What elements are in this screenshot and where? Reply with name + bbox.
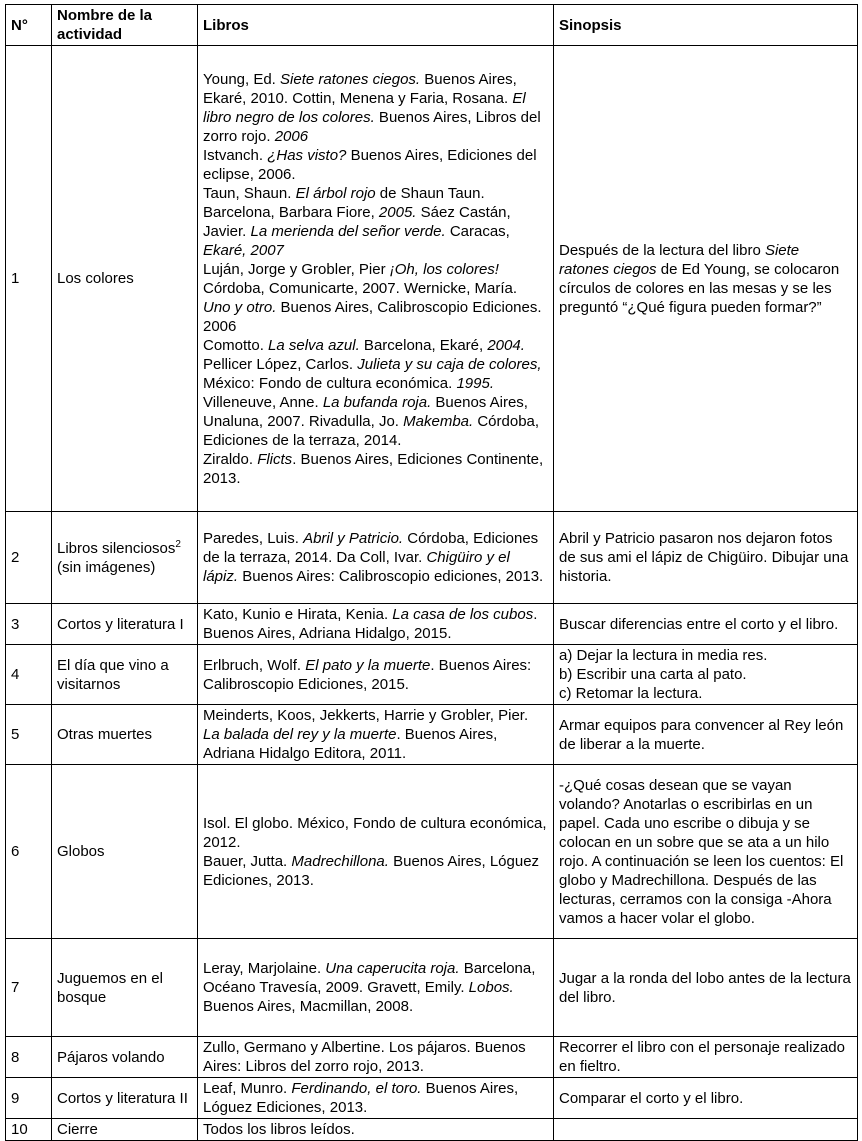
header-num: N° (6, 5, 52, 46)
text-run: a) Dejar la lectura in media res. (559, 647, 768, 664)
book-line (203, 374, 548, 450)
book-title: La merienda del señor verde. (250, 222, 446, 240)
book-title: Siete ratones ciegos (559, 241, 800, 278)
table-row (6, 645, 858, 705)
text-run: Después de la lectura del libro (559, 241, 765, 259)
row-number: 4 (6, 645, 52, 705)
text-run: de Shaun Taun. Barcelona, Barbara Fiore, (203, 184, 485, 221)
table-body (6, 46, 858, 1141)
text-run: Buenos Aires, Libros del zorro rojo. (203, 108, 541, 145)
text-run: Zullo, Germano y Albertine. Los pájaros. Buenos Aires: Libros del zorro rojo, 2013. (203, 1039, 526, 1075)
text-run: Todos los libros leídos. (203, 1121, 355, 1138)
header-synopsis: Sinopsis (554, 5, 858, 46)
text-run: Pellicer López, Carlos. (203, 355, 358, 373)
text-run: . Buenos Aires, Adriana Hidalgo, 2015. (203, 606, 538, 642)
text-run: Leaf, Munro. (203, 1080, 292, 1097)
book-title: La bufanda roja. (322, 393, 432, 411)
book-title: Madrechillona. (291, 852, 389, 870)
book-line (203, 959, 548, 1016)
text-run: . Buenos Aires: Calibroscopio Ediciones, 2015. (203, 656, 532, 693)
text-run: Ziraldo. (203, 450, 258, 468)
synopsis-cell (554, 1037, 858, 1078)
book-title: Ekaré, 2007 (203, 241, 284, 259)
book-line (203, 605, 548, 643)
book-title: Abril y Patricio. (303, 530, 404, 547)
synopsis-line (559, 241, 852, 317)
row-number: 9 (6, 1078, 52, 1119)
row-number: 3 (6, 604, 52, 645)
book-line (203, 529, 548, 586)
text-run: Córdoba, Ediciones de la terraza, 2014. (203, 412, 540, 449)
text-run: de Ed Young, se colocaron círculos de colores en las mesas y se les preguntó “¿Qué figura pueden formar?” (559, 260, 840, 316)
book-line (203, 814, 548, 852)
row-number: 10 (6, 1119, 52, 1141)
books-cell (198, 1078, 554, 1119)
book-line (203, 656, 548, 694)
table-row (6, 765, 858, 939)
text-run: Buenos Aires, Lóguez Ediciones, 2013. (203, 852, 540, 889)
book-title: El pato y la muerte (305, 656, 431, 674)
book-title: La balada del rey y la muerte (203, 726, 397, 743)
activity-name (52, 645, 198, 705)
books-cell (198, 1119, 554, 1141)
text-run: -¿Qué cosas desean que se vayan volando? Anotarlas o escribirlas en un papel. Cada uno escribe o dibuja y se colocan en un sobre que se ata a un hilo rojo. A continuación se leen los cuentos: El globo y Madrechillona. Después de las lecturas, cerramos con la consiga -Ahora vamos a hacer volar el globo. (559, 776, 844, 927)
activity-name (52, 705, 198, 765)
books-cell (198, 939, 554, 1037)
book-title: El árbol rojo (295, 184, 376, 202)
text-run: Córdoba, Comunicarte, 2007. Wernicke, María. (203, 279, 518, 297)
book-title: La selva azul. (268, 336, 360, 354)
text-run: Recorrer el libro con el personaje realizado en fieltro. (559, 1039, 845, 1075)
synopsis-cell (554, 46, 858, 512)
activity-label: Los colores (57, 270, 134, 287)
activity-label-suffix: (sin imágenes) (57, 558, 156, 576)
header-activity: Nombre de la actividad (52, 5, 198, 46)
activity-name (52, 1078, 198, 1119)
table-row (6, 46, 858, 512)
book-line (203, 1079, 548, 1117)
book-line (203, 146, 548, 184)
activity-label: Otras muertes (57, 726, 153, 743)
footnote-marker: 2 (175, 538, 181, 550)
text-run: Meinderts, Koos, Jekkerts, Harrie y Grobler, Pier. (203, 707, 529, 724)
book-title: Makemba. (403, 412, 474, 430)
text-run: Kato, Kunio e Hirata, Kenia. (203, 606, 393, 623)
activity-name (52, 939, 198, 1037)
text-run: Leray, Marjolaine. (203, 960, 326, 977)
text-run: Young, Ed. (203, 70, 281, 88)
text-run: Comotto. (203, 336, 269, 354)
book-title: Una caperucita roja. (325, 960, 460, 977)
synopsis-cell (554, 1078, 858, 1119)
book-title: El libro negro de los colores. (203, 89, 526, 126)
synopsis-cell (554, 705, 858, 765)
activity-label: Cortos y literatura I (57, 615, 184, 633)
synopsis-cell (554, 512, 858, 604)
book-line (203, 1120, 548, 1139)
book-title: 2005. (378, 203, 417, 221)
text-run: Taun, Shaun. (203, 184, 296, 202)
text-run: c) Retomar la lectura. (559, 685, 703, 702)
synopsis-line (559, 776, 852, 928)
activity-label: Cortos y literatura II (57, 1089, 188, 1107)
synopsis-line (559, 529, 852, 586)
books-cell (198, 705, 554, 765)
book-title: ¡Oh, los colores! (389, 260, 499, 278)
book-line (203, 260, 548, 336)
activity-label: Pájaros volando (57, 1048, 165, 1066)
synopsis-line (559, 969, 852, 1007)
text-run: Jugar a la ronda del lobo antes de la lectura del libro. (559, 969, 851, 1006)
book-line (203, 184, 548, 260)
activity-label: Libros silenciosos (57, 539, 176, 557)
text-run: Abril y Patricio pasaron nos dejaron fotos de sus ami el lápiz de Chigüiro. Dibujar una historia. (559, 530, 849, 585)
text-run: Buenos Aires, Calibroscopio Ediciones. 2006 (203, 298, 542, 335)
text-run: Barcelona, Ekaré, (359, 336, 488, 354)
text-run: Buenos Aires, Unaluna, 2007. Rivadulla, Jo. (203, 393, 528, 430)
table-row (6, 939, 858, 1037)
row-number: 7 (6, 939, 52, 1037)
synopsis-line (559, 646, 852, 665)
text-run: Sáez Castán, Javier. (203, 203, 511, 240)
activity-label: Cierre (57, 1121, 98, 1138)
book-title: ¿Has visto? (267, 146, 347, 164)
book-line (203, 70, 548, 146)
activity-name (52, 1119, 198, 1141)
text-run: Barcelona, Océano Travesía, 2009. Gravett, Emily. (203, 960, 536, 996)
synopsis-line (559, 1038, 852, 1076)
book-title: Ferdinando, el toro. (291, 1080, 422, 1097)
books-cell (198, 604, 554, 645)
synopsis-line (559, 716, 852, 754)
activity-label: Juguemos en el bosque (57, 969, 163, 1006)
book-title: Uno y otro. (203, 298, 277, 316)
text-run: Buenos Aires, Lóguez Ediciones, 2013. (203, 1080, 519, 1116)
books-cell (198, 46, 554, 512)
synopsis-cell (554, 645, 858, 705)
text-run: Buenos Aires, Macmillan, 2008. (203, 998, 414, 1015)
synopsis-line (559, 615, 852, 634)
text-run: México: Fondo de cultura económica. (203, 374, 457, 392)
activity-name (52, 765, 198, 939)
row-number: 6 (6, 765, 52, 939)
book-title: La casa de los cubos (392, 606, 534, 623)
text-run: . Buenos Aires, Adriana Hidalgo Editora, 2011. (203, 726, 498, 762)
synopsis-line (559, 1089, 852, 1108)
book-title: 2004. (487, 336, 525, 354)
table-row (6, 604, 858, 645)
book-title: Siete ratones ciegos. (280, 70, 421, 88)
activity-name (52, 604, 198, 645)
text-run: Villeneuve, Anne. (203, 393, 323, 411)
text-run: Buenos Aires, Ediciones del eclipse, 2006. (203, 146, 537, 183)
row-number: 5 (6, 705, 52, 765)
books-cell (198, 765, 554, 939)
table-row (6, 705, 858, 765)
books-cell (198, 1037, 554, 1078)
text-run: b) Escribir una carta al pato. (559, 666, 747, 683)
text-run: Luján, Jorge y Grobler, Pier (203, 260, 390, 278)
book-title: Flicts (257, 450, 293, 468)
book-line (203, 450, 548, 488)
books-cell (198, 512, 554, 604)
activity-name (52, 1037, 198, 1078)
row-number: 2 (6, 512, 52, 604)
activity-label: Globos (57, 843, 105, 860)
synopsis-cell (554, 765, 858, 939)
synopsis-line (559, 684, 852, 703)
synopsis-cell (554, 939, 858, 1037)
synopsis-cell (554, 604, 858, 645)
text-run: Buenos Aires: Calibroscopio ediciones, 2013. (238, 568, 544, 585)
text-run: Bauer, Jutta. (203, 852, 292, 870)
row-number: 1 (6, 46, 52, 512)
book-title: 1995. (456, 374, 495, 392)
text-run: Córdoba, Ediciones de la terraza, 2014. Da Coll, Ivar. (203, 530, 539, 566)
text-run: Buenos Aires, Ekaré, 2010. Cottin, Menena y Faria, Rosana. (203, 70, 517, 107)
row-number: 8 (6, 1037, 52, 1078)
book-line (203, 336, 548, 374)
book-title: Julieta y su caja de colores, (357, 355, 542, 373)
header-books: Libros (198, 5, 554, 46)
activity-name (52, 512, 198, 604)
synopsis-cell (554, 1119, 858, 1141)
table-row (6, 1078, 858, 1119)
book-title: Chigüiro y el lápiz. (203, 549, 510, 585)
book-line (203, 1038, 548, 1076)
table-row (6, 512, 858, 604)
table-row (6, 1119, 858, 1141)
text-run: Comparar el corto y el libro. (559, 1089, 744, 1107)
text-run: Caracas, (445, 222, 510, 240)
activities-table (5, 4, 858, 1141)
text-run: Istvanch. (203, 146, 268, 164)
text-run: Erlbruch, Wolf. (203, 656, 306, 674)
header-row (6, 5, 858, 46)
activity-name (52, 46, 198, 512)
text-run: Armar equipos para convencer al Rey león de liberar a la muerte. (559, 716, 844, 753)
activity-label: El día que vino a visitarnos (57, 656, 169, 693)
synopsis-line (559, 665, 852, 684)
table-row (6, 1037, 858, 1078)
book-title: Lobos. (468, 979, 514, 996)
books-cell (198, 645, 554, 705)
book-line (203, 706, 548, 763)
text-run: Paredes, Luis. (203, 530, 304, 547)
text-run: Buscar diferencias entre el corto y el libro. (559, 615, 839, 633)
text-run: . Buenos Aires, Ediciones Continente, 2013. (203, 450, 544, 487)
book-line (203, 852, 548, 890)
text-run: Isol. El globo. México, Fondo de cultura económica, 2012. (203, 814, 547, 851)
book-title: 2006 (274, 127, 309, 145)
